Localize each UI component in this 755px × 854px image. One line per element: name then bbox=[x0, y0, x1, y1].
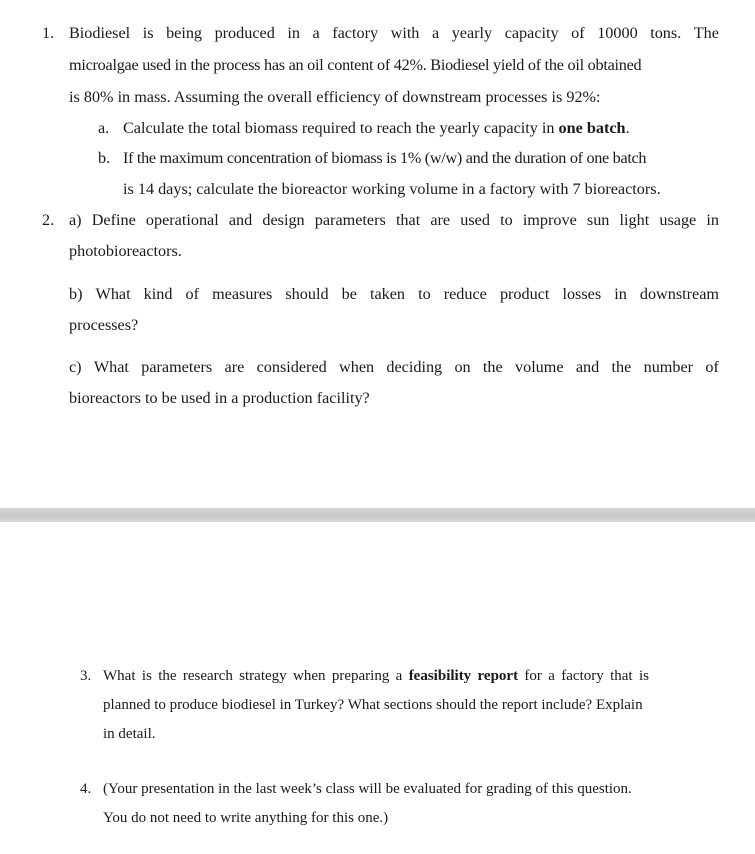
q3-line-1: What is the research strategy when preparing a feasibility report for a factory that is bbox=[103, 668, 649, 684]
q4-number: 4. bbox=[80, 781, 92, 797]
word: with bbox=[390, 24, 420, 42]
word: in bbox=[287, 24, 300, 42]
word: downstream bbox=[639, 285, 719, 303]
word: product bbox=[499, 285, 550, 303]
word: when bbox=[339, 358, 375, 376]
q2-c-line-1 bbox=[69, 357, 719, 377]
word: the bbox=[611, 358, 632, 376]
q2-number: 2. bbox=[42, 211, 55, 229]
word: losses bbox=[562, 285, 602, 303]
q2-b-line-2: processes? bbox=[69, 316, 139, 334]
q2-c-line-2: bioreactors to be used in a production facility? bbox=[69, 389, 370, 407]
q4-line-2: You do not need to write anything for this one.) bbox=[103, 810, 389, 826]
word: b) bbox=[69, 285, 83, 303]
word: the bbox=[482, 358, 503, 376]
word: reduce bbox=[443, 285, 487, 303]
q3-line-3: in detail. bbox=[103, 726, 156, 742]
word: What bbox=[93, 358, 129, 376]
word: measures bbox=[212, 285, 273, 303]
word: of bbox=[571, 24, 585, 42]
word: on bbox=[454, 358, 471, 376]
word: The bbox=[693, 24, 719, 42]
word: a) bbox=[69, 211, 82, 229]
word: operational bbox=[145, 211, 219, 229]
word: of bbox=[705, 358, 719, 376]
word: considered bbox=[256, 358, 327, 376]
q1-sub-a-text: Calculate the total biomass required to reach the yearly capacity in one batch. bbox=[123, 119, 630, 137]
word: a bbox=[312, 24, 320, 42]
word: to bbox=[418, 285, 431, 303]
word: is bbox=[142, 24, 154, 42]
q3-line-2: planned to produce biodiesel in Turkey? What sections should the report include? Explain bbox=[103, 697, 643, 713]
word: Define bbox=[91, 211, 136, 229]
word: number bbox=[643, 358, 694, 376]
word: volume bbox=[515, 358, 564, 376]
page-separator bbox=[0, 508, 755, 522]
word: 10000 bbox=[597, 24, 638, 42]
word: c) bbox=[69, 358, 82, 376]
word: a bbox=[431, 24, 440, 42]
q2-a-line-1 bbox=[69, 210, 719, 230]
word: parameters bbox=[141, 358, 213, 376]
word: capacity bbox=[504, 24, 559, 42]
word: factory bbox=[332, 24, 379, 42]
word: design bbox=[262, 211, 305, 229]
q1-line-2: microalgae used in the process has an oil content of 42%. Biodiesel yield of the oil obtained bbox=[69, 56, 642, 74]
word: are bbox=[430, 211, 451, 229]
q4-line-1: (Your presentation in the last week’s class will be evaluated for grading of this question. bbox=[103, 781, 632, 797]
word: and bbox=[575, 358, 600, 376]
word: being bbox=[166, 24, 203, 42]
word: are bbox=[224, 358, 245, 376]
q1-sub-b-line-1: If the maximum concentration of biomass is 1% (w/w) and the duration of one batch bbox=[123, 149, 647, 167]
word: produced bbox=[214, 24, 275, 42]
q2-b-line-1 bbox=[69, 284, 719, 304]
word: and bbox=[228, 211, 253, 229]
q1-sub-a-bold: one batch bbox=[558, 119, 626, 137]
q1-sub-b-label: b. bbox=[98, 149, 111, 167]
q3-number: 3. bbox=[80, 668, 92, 684]
word: taken bbox=[369, 285, 406, 303]
q1-sub-b-line-2: is 14 days; calculate the bioreactor working volume in a factory with 7 bioreactors. bbox=[123, 180, 661, 198]
word: What bbox=[95, 285, 131, 303]
q2-a-line-2: photobioreactors. bbox=[69, 242, 182, 260]
q1-line-1 bbox=[69, 23, 719, 43]
word: in bbox=[706, 211, 719, 229]
word: to bbox=[500, 211, 513, 229]
word: parameters bbox=[314, 211, 386, 229]
word: that bbox=[395, 211, 421, 229]
word: usage bbox=[659, 211, 697, 229]
q1-number: 1. bbox=[42, 24, 55, 42]
word: improve bbox=[522, 211, 577, 229]
word: in bbox=[614, 285, 627, 303]
word: kind bbox=[143, 285, 173, 303]
word: of bbox=[185, 285, 199, 303]
q1-line-3: is 80% in mass. Assuming the overall efficiency of downstream processes is 92%: bbox=[69, 88, 601, 106]
word: Biodiesel bbox=[69, 24, 131, 42]
document-page-2 bbox=[0, 522, 755, 854]
word: tons. bbox=[650, 24, 682, 42]
word: sun bbox=[586, 211, 610, 229]
word: should bbox=[285, 285, 329, 303]
word: yearly bbox=[451, 24, 493, 42]
word: be bbox=[341, 285, 357, 303]
q3-bold: feasibility report bbox=[408, 668, 519, 684]
word: light bbox=[619, 211, 650, 229]
word: used bbox=[460, 211, 490, 229]
q1-sub-a-label: a. bbox=[98, 119, 110, 137]
word: deciding bbox=[386, 358, 443, 376]
